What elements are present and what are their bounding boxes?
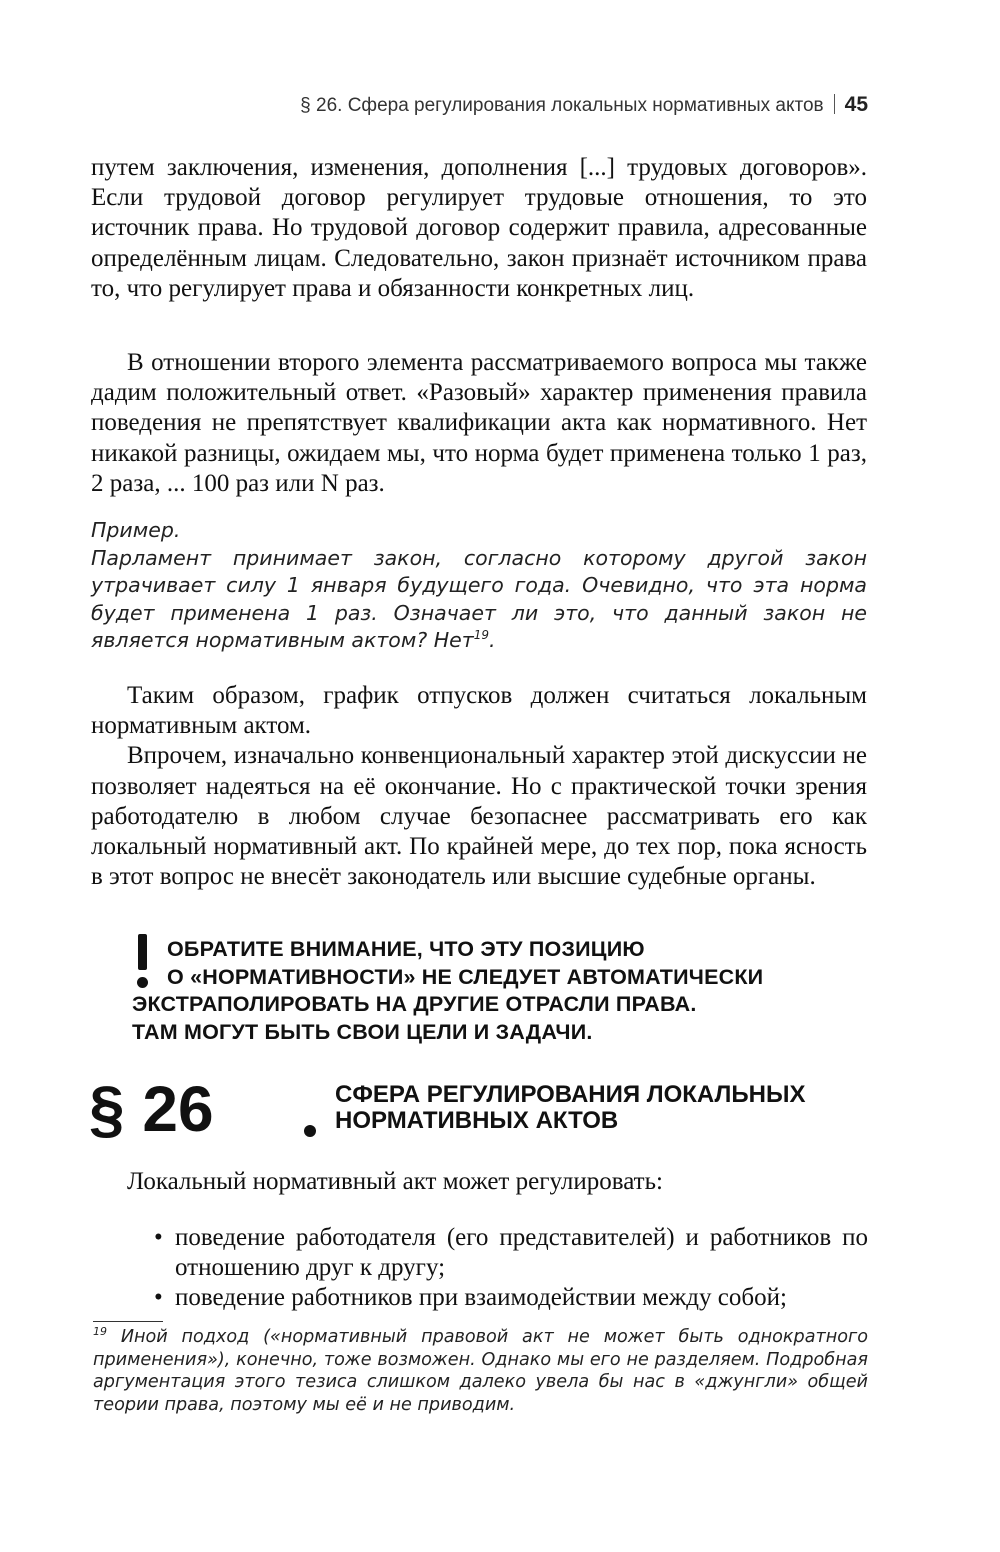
paragraph-3: Таким образом, график отпусков должен считаться локальным нормативным актом. [91, 682, 867, 740]
notice-line-1: ОБРАТИТЕ ВНИМАНИЕ, ЧТО ЭТУ ПОЗИЦИЮ [167, 937, 645, 961]
notice-line-2: О «НОРМАТИВНОСТИ» НЕ СЛЕДУЕТ АВТОМАТИЧЕСКИ [167, 964, 764, 989]
list-item [152, 1223, 868, 1283]
list-item [152, 1283, 868, 1313]
paragraph-2: В отношении второго элемента рассматриваемого вопроса мы также дадим положительный ответ. «Разовый» характер применения правила поведения не препятствует квалификации акта как нормативного. Нет никакой разницы, ожидаем мы, что норма будет применена только 1 раз, 2 раза, ... 100 раз или N раз. [91, 349, 867, 497]
section-intro-block [91, 1167, 867, 1197]
section-heading [89, 1073, 889, 1150]
bullet-glyph: • [154, 1224, 163, 1251]
bullet-text-1: поведение работодателя (его представителей) и работников по отношению друг к другу; [175, 1224, 868, 1282]
section-dot [304, 1125, 316, 1137]
footnote-divider [93, 1321, 163, 1322]
running-header [300, 93, 868, 117]
header-divider [834, 94, 835, 114]
example-label: Пример. [91, 518, 181, 542]
example-block [91, 517, 867, 655]
notice-line-3: ЭКСТРАПОЛИРОВАТЬ НА ДРУГИЕ ОТРАСЛИ ПРАВА. [132, 992, 697, 1016]
section-title-line-2: НОРМАТИВНЫХ АКТОВ [335, 1107, 619, 1134]
footnote-19 [93, 1326, 868, 1416]
paragraph-4: Впрочем, изначально конвенциональный характер этой дискуссии не позволяет надеяться на её окончание. Но с практической точки зрения работодателю в любом случае безопаснее рассматривать его как локальный нормативный акт. По крайней мере, до тех пор, пока ясность в этот вопрос не внесёт законодатель или высшие судебные органы. [91, 742, 867, 891]
example-text: Парламент принимает закон, согласно которому другой закон утрачивает силу 1 января будущего года. Очевидно, что эта норма будет применена 1 раз. Означает ли это, что данный закон не является нормативным актом? Нет [91, 545, 867, 652]
example-end: . [488, 628, 496, 652]
running-title: § 26. Сфера регулирования локальных нормативных актов [300, 95, 824, 116]
section-number: § 26 [89, 1073, 214, 1145]
conclusion-block [91, 681, 867, 892]
notice-line-4: ТАМ МОГУТ БЫТЬ СВОИ ЦЕЛИ И ЗАДАЧИ. [132, 1019, 593, 1044]
footnote-text: Иной подход («нормативный правовой акт не может быть однократного применения»), конечно, тоже возможен. Однако мы его не разделяем. Подробная аргументация этого тезиса слишком далеко увела бы нас в «джунгли» общей теории права, поэтому мы её и не приводим. [93, 1327, 868, 1415]
bullet-list [152, 1223, 868, 1314]
section-title [335, 1082, 805, 1134]
bullet-text-2: поведение работников при взаимодействии между собой; [175, 1284, 787, 1312]
footnote-ref-19[interactable]: 19 [473, 628, 489, 642]
paragraph-1: путем заключения, изменения, дополнения [...] трудовых договоров». Если трудовой договор регулирует трудовые отношения, то это источник права. Но трудовой договор содержит правила, адресованные определённым лицам. Следовательно, закон признаёт источником права то, что регулирует права и обязанности конкретных лиц. [91, 154, 867, 302]
section-intro: Локальный нормативный акт может регулировать: [127, 1168, 663, 1195]
paragraph-2-block [91, 348, 867, 499]
section-title-line-1: СФЕРА РЕГУЛИРОВАНИЯ ЛОКАЛЬНЫХ [335, 1081, 806, 1108]
footnote-number: 19 [93, 1325, 107, 1338]
example-text-wrapper [91, 545, 867, 655]
page-number: 45 [844, 93, 868, 116]
attention-notice [132, 936, 832, 1046]
paragraph-1-block [91, 153, 867, 304]
bullet-glyph: • [154, 1284, 163, 1312]
